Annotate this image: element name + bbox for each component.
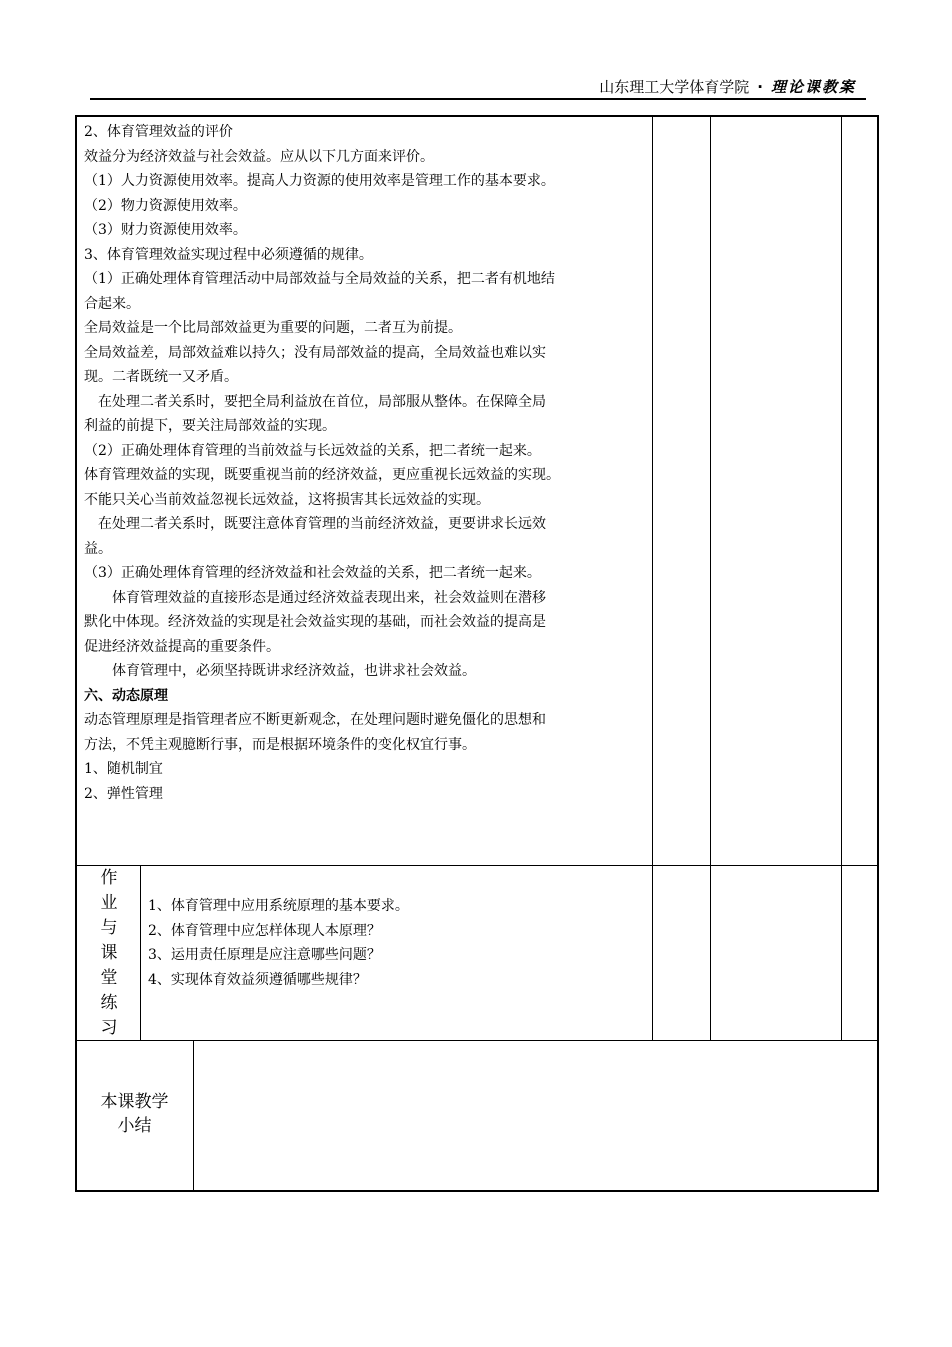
homework-item: 4、实现体育效益须遵循哪些规律？ xyxy=(148,971,367,988)
content-line: 方法，不凭主观臆断行事，而是根据环境条件的变化权宜行事。 xyxy=(84,736,476,753)
content-line: 体育管理效益的直接形态是通过经济效益表现出来，社会效益则在潜移 xyxy=(84,589,546,606)
homework-label-char: 课 xyxy=(100,943,118,963)
content-line: （1）正确处理体育管理活动中局部效益与全局效益的关系，把二者有机地结 xyxy=(84,271,555,287)
col-divider-3 xyxy=(841,115,842,1041)
homework-label-char: 练 xyxy=(100,993,118,1013)
content-line: 动态管理原理是指管理者应不断更新观念，在处理问题时避免僵化的思想和 xyxy=(84,712,546,728)
homework-label-char: 与 xyxy=(100,918,118,938)
summary-label-divider xyxy=(193,1040,194,1191)
homework-item: 2、体育管理中应怎样体现人本原理？ xyxy=(148,922,381,939)
header-doc-type: 理论课教案 xyxy=(770,78,856,96)
lecture-content xyxy=(84,120,646,806)
content-line: 体育管理效益的实现，既要重视当前的经济效益，更应重视长远效益的实现。 xyxy=(84,467,560,483)
content-line: （1）人力资源使用效率。提高人力资源的使用效率是管理工作的基本要求。 xyxy=(84,173,555,189)
content-line: （2）物力资源使用效率。 xyxy=(84,197,247,214)
summary-label-line2: 小结 xyxy=(117,1116,152,1136)
content-line: 2、弹性管理 xyxy=(84,785,163,802)
summary-label xyxy=(76,1090,193,1138)
content-line: 益。 xyxy=(84,540,112,557)
homework-label-divider xyxy=(140,865,141,1041)
content-line: 3、体育管理效益实现过程中必须遵循的规律。 xyxy=(84,246,373,263)
col-divider-2 xyxy=(710,115,711,1041)
content-line: 默化中体现。经济效益的实现是社会效益实现的基础，而社会效益的提高是 xyxy=(84,614,546,630)
content-line: （3）财力资源使用效率。 xyxy=(84,222,247,238)
homework-label-char: 业 xyxy=(100,893,118,913)
table-left-border xyxy=(75,115,77,1192)
homework-label-char: 习 xyxy=(100,1018,118,1038)
content-line: （3）正确处理体育管理的经济效益和社会效益的关系，把二者统一起来。 xyxy=(84,565,541,581)
content-line: 体育管理中，必须坚持既讲求经济效益，也讲求社会效益。 xyxy=(84,663,476,679)
page-header xyxy=(90,72,866,100)
homework-items xyxy=(148,894,409,992)
summary-label-line1: 本课教学 xyxy=(100,1092,169,1112)
content-line: 合起来。 xyxy=(84,295,140,312)
content-line: 在处理二者关系时，既要注意体育管理的当前经济效益，更要讲求长远效 xyxy=(84,516,546,532)
header-separator: · xyxy=(757,78,763,96)
content-line: 利益的前提下，要关注局部效益的实现。 xyxy=(84,418,336,434)
table-top-border xyxy=(75,115,879,117)
row-divider-1 xyxy=(75,865,879,866)
homework-label xyxy=(78,866,140,1041)
content-line: 在处理二者关系时，要把全局利益放在首位，局部服从整体。在保障全局 xyxy=(84,393,546,410)
content-line: 1、随机制宜 xyxy=(84,761,163,777)
content-line: 全局效益是一个比局部效益更为重要的问题，二者互为前提。 xyxy=(84,320,462,336)
homework-label-char: 作 xyxy=(100,868,118,888)
content-line: 2、体育管理效益的评价 xyxy=(84,124,233,140)
content-line: 效益分为经济效益与社会效益。应从以下几方面来评价。 xyxy=(84,148,434,165)
col-divider-1 xyxy=(652,115,653,1041)
header-institution: 山东理工大学体育学院 xyxy=(599,78,750,96)
table-right-border xyxy=(877,115,879,1192)
content-line: （2）正确处理体育管理的当前效益与长远效益的关系，把二者统一起来。 xyxy=(84,442,541,459)
row-divider-2 xyxy=(75,1040,879,1041)
content-line: 现。二者既统一又矛盾。 xyxy=(84,369,238,385)
content-line: 全局效益差，局部效益难以持久；没有局部效益的提高，全局效益也难以实 xyxy=(84,344,546,361)
header-text xyxy=(599,76,856,97)
content-line: 不能只关心当前效益忽视长远效益，这将损害其长远效益的实现。 xyxy=(84,491,490,508)
header-rule xyxy=(90,98,866,100)
table-bottom-border xyxy=(75,1190,879,1192)
homework-item: 3、运用责任原理是应注意哪些问题？ xyxy=(148,947,381,963)
homework-label-char: 堂 xyxy=(100,968,118,988)
section-heading: 六、动态原理 xyxy=(84,687,168,704)
content-line: 促进经济效益提高的重要条件。 xyxy=(84,638,280,655)
homework-item: 1、体育管理中应用系统原理的基本要求。 xyxy=(148,898,409,914)
